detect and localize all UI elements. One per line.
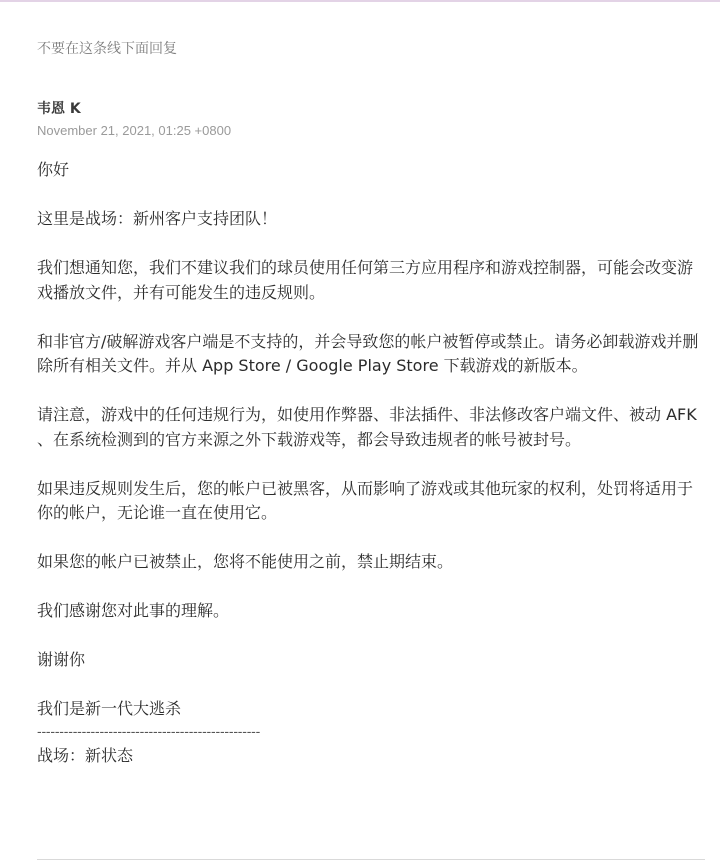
- greeting: 你好: [37, 160, 70, 179]
- signature-separator: --------------------------------------------------: [37, 723, 261, 738]
- body-paragraph: 我们想通知您，我们不建议我们的球员使用任何第三方应用程序和游戏控制器，可能会改变游戏播放文件，并有可能发生的违反规则。: [37, 258, 694, 302]
- signature: 战场：新状态: [37, 745, 134, 765]
- body-paragraph: 请注意，游戏中的任何违规行为，如使用作弊器、非法插件、非法修改客户端文件、被动 AFK 、在系统检测到的官方来源之外下载游戏等，都会导致违规者的帐号被封号。: [37, 405, 697, 449]
- team-signoff: 我们是新一代大逃杀: [37, 699, 182, 718]
- sender-name: 韦恩 K: [37, 101, 81, 117]
- body-paragraph: 如果您的帐户已被禁止，您将不能使用之前，禁止期结束。: [37, 552, 454, 571]
- top-divider: [0, 0, 720, 2]
- body-paragraph: 如果违反规则发生后，您的帐户已被黑客，从而影响了游戏或其他玩家的权利，处罚将适用于你的帐户，无论谁一直在使用它。: [37, 478, 694, 522]
- thanks-paragraph: 我们感谢您对此事的理解。: [37, 601, 230, 620]
- intro-paragraph: 这里是战场：新州客户支持团队！: [37, 209, 278, 228]
- closing: 谢谢你: [37, 650, 86, 669]
- message-body: [37, 158, 705, 768]
- message-timestamp: November 21, 2021, 01:25 +0800: [37, 123, 232, 138]
- bottom-divider: [37, 859, 705, 860]
- reply-above-line-notice: 不要在这条线下面回复: [37, 41, 177, 57]
- body-paragraph: 和非官方/破解游戏客户端是不支持的，并会导致您的帐户被暂停或禁止。请务必卸载游戏并删除所有相关文件。并从 App Store / Google Play Store 下载游戏的新版本。: [37, 331, 699, 375]
